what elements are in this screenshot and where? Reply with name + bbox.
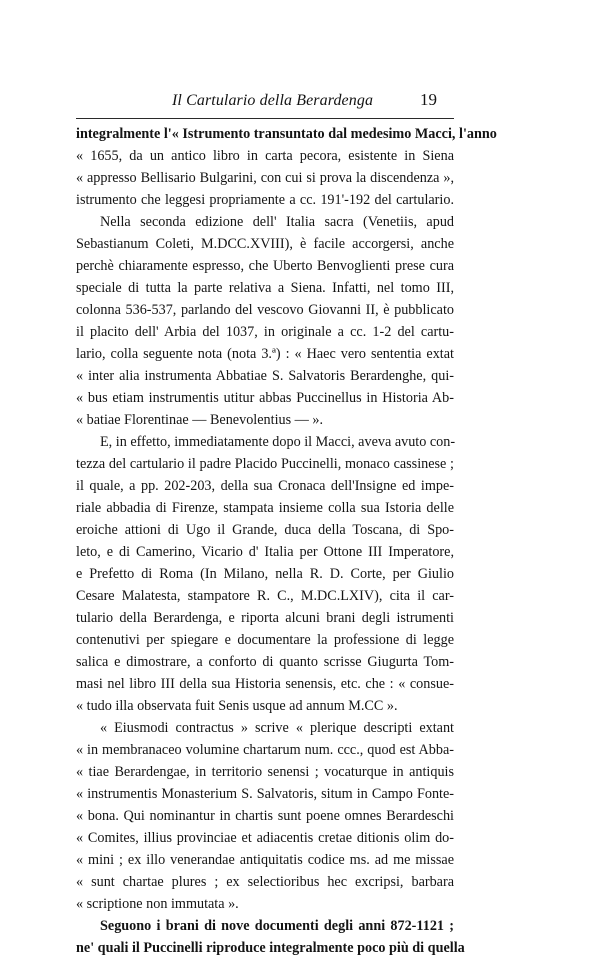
text-line: speciale di tutta la parte relativa a Siena. Infatti, nel tomo III, [76,280,454,296]
text-line: « Eiusmodi contractus » scrive « plerique descripti extant [100,720,454,736]
running-title: Il Cartulario della Berardenga [172,92,374,109]
text-line: Seguono i brani di nove documenti degli anni 872-1121 ; [100,918,454,934]
text-line: colonna 536-537, parlando del vescovo Giovanni II, è pubblicato [76,302,454,318]
text-line: « Comites, illius provinciae et adiacentis cretae ditionis olim do- [76,830,454,846]
text-line: salica e dimostrare, a conforto di quanto scrisse Giugurta Tom- [76,654,454,670]
text-line: Cesare Malatesta, stampatore R. C., M.DC.LXIV), cita il car- [76,588,454,604]
text-line: Nella seconda edizione dell' Italia sacra (Venetiis, apud [100,214,454,230]
text-line: leto, e di Camerino, Vicario d' Italia per Ottone III Imperatore, [76,544,454,560]
text-line: « tudo illa observata fuit Senis usque ad annum M.CC ». [76,698,398,714]
page-number: 19 [420,90,437,109]
text-line: tulario della Berardenga, e riporta alcuni brani degli istrumenti [76,610,454,626]
text-line: il placito dell' Arbia del 1037, in originale a cc. 1-2 del cartu- [76,324,454,340]
text-line: ne' quali il Puccinelli riproduce integralmente poco più di quella [76,940,465,956]
text-line: eroiche attioni di Ugo il Grande, duca della Toscana, di Spo- [76,522,454,538]
header-rule [76,118,454,119]
text-line: « bona. Qui nominantur in chartis sunt poene omnes Berardeschi [76,808,454,824]
text-line: « sunt chartae plures ; ex selectioribus hec excripsi, barbara [76,874,454,890]
text-line: e Prefetto di Roma (In Milano, nella R. D. Corte, per Giulio [76,566,454,582]
text-line: istrumento che leggesi propriamente a cc. 191'-192 del cartulario. [76,192,454,208]
text-line: riale abbadia di Firenze, stampata insieme colla sua Istoria delle [76,500,454,516]
text-line: tezza del cartulario il padre Placido Puccinelli, monaco cassinese ; [76,456,454,472]
text-line: « instrumentis Monasterium S. Salvatoris, situm in Campo Fonte- [76,786,454,802]
text-line: il quale, a pp. 202-203, della sua Cronaca dell'Insigne ed impe- [76,478,454,494]
text-line: « in membranaceo volumine chartarum num. ccc., quod est Abba- [76,742,454,758]
text-line: « bus etiam instrumentis utitur abbas Puccinellus in Historia Ab- [76,390,454,406]
text-line: contenutivi per spiegare e documentare la professione di legge [76,632,454,648]
text-line: lario, colla seguente nota (nota 3.ª) : « Haec vero sententia extat [76,346,454,362]
text-line: integralmente l'« Istrumento transuntato dal medesimo Macci, l'anno [76,126,497,142]
text-line: perchè chiaramente espresso, che Uberto Benvoglienti prese cura [76,258,454,274]
text-line: « appresso Bellisario Bulgarini, con cui si prova la discendenza », [76,170,454,186]
text-line: « inter alia instrumenta Abbatiae S. Salvatoris Berardenghe, qui- [76,368,454,384]
text-line: Sebastianum Coleti, M.DCC.XVIII), è facile accorgersi, anche [76,236,454,252]
body-text [76,123,497,959]
text-line: « batiae Florentinae — Benevolentius — ». [76,412,324,428]
text-line: E, in effetto, immediatamente dopo il Macci, aveva avuto con- [100,434,456,450]
text-line: « tiae Berardengae, in territorio senensi ; vocaturque in antiquis [76,764,454,780]
text-line: masi nel libro III della sua Historia senensis, etc. che : « consue- [76,676,454,692]
text-line: « 1655, da un antico libro in carta pecora, esistente in Siena [76,148,454,164]
text-line: « scriptione non immutata ». [76,896,239,912]
text-line: « mini ; ex illo venerandae antiquitatis codice ms. ad me missae [76,852,454,868]
page-header [76,88,456,114]
